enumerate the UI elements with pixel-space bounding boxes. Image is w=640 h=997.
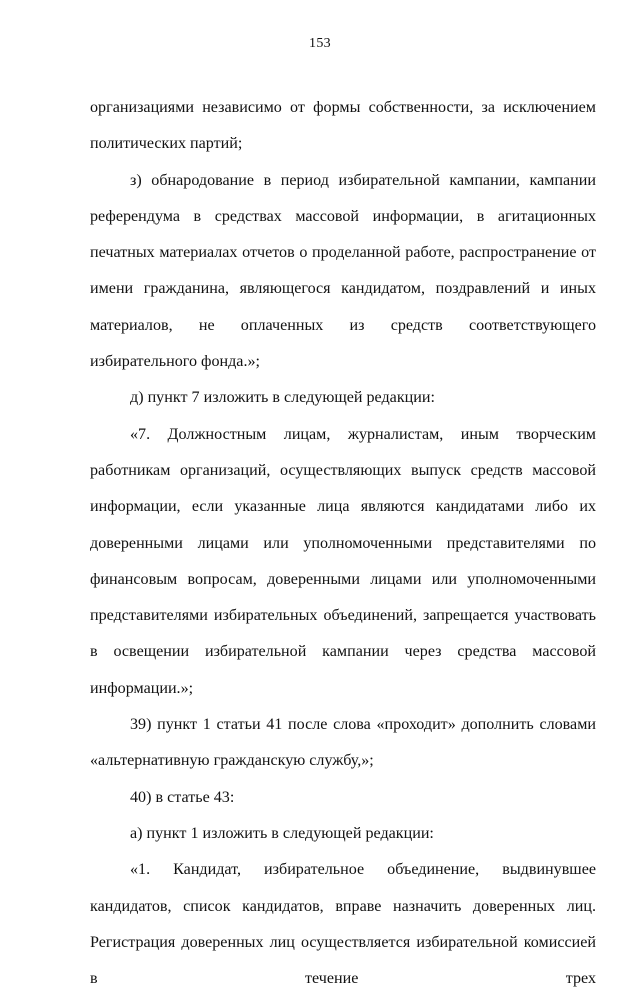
paragraph-continuation-political-parties: организациями независимо от формы собственности, за исключением политических партий; — [90, 99, 596, 153]
paragraph-point-1-text: «1. Кандидат, избирательное объединение, выдвинувшее кандидатов, список кандидатов, вправе назначить доверенных лиц. Регистрация доверенных лиц осуществляется избирательной комиссией в течение трех — [90, 861, 596, 988]
paragraph-subitem-d: д) пункт 7 изложить в следующей редакции: — [130, 389, 435, 407]
paragraph-subitem-z: з) обнародование в период избирательной кампании, кампании референдума в средствах массовой информации, в агитационных печатных материалах отчетов о проделанной работе, распространение от имени гражданина, являющегося кандидатом, поздравлений и иных материалов, не оплаченных из средств соответствующего избирательного фонда.»; — [90, 171, 596, 371]
paragraph-item-40: 40) в статье 43: — [130, 788, 235, 806]
document-body — [90, 90, 596, 997]
page-number: 153 — [309, 36, 331, 51]
paragraph-subitem-a: а) пункт 1 изложить в следующей редакции: — [130, 824, 434, 842]
paragraph-item-39: 39) пункт 1 статьи 41 после слова «проходит» дополнить словами «альтернативную гражданскую службу,»; — [90, 716, 596, 770]
paragraph-point-7-text: «7. Должностным лицам, журналистам, иным творческим работникам организаций, осуществляющих выпуск средств массовой информации, если указанные лица являются кандидатами либо их доверенными лицами или уполномоченными представителями по финансовым вопросам, доверенными лицами или уполномоченными представителями избирательных объединений, запрещается участвовать в освещении избирательной кампании через средства массовой информации.»; — [90, 425, 596, 697]
